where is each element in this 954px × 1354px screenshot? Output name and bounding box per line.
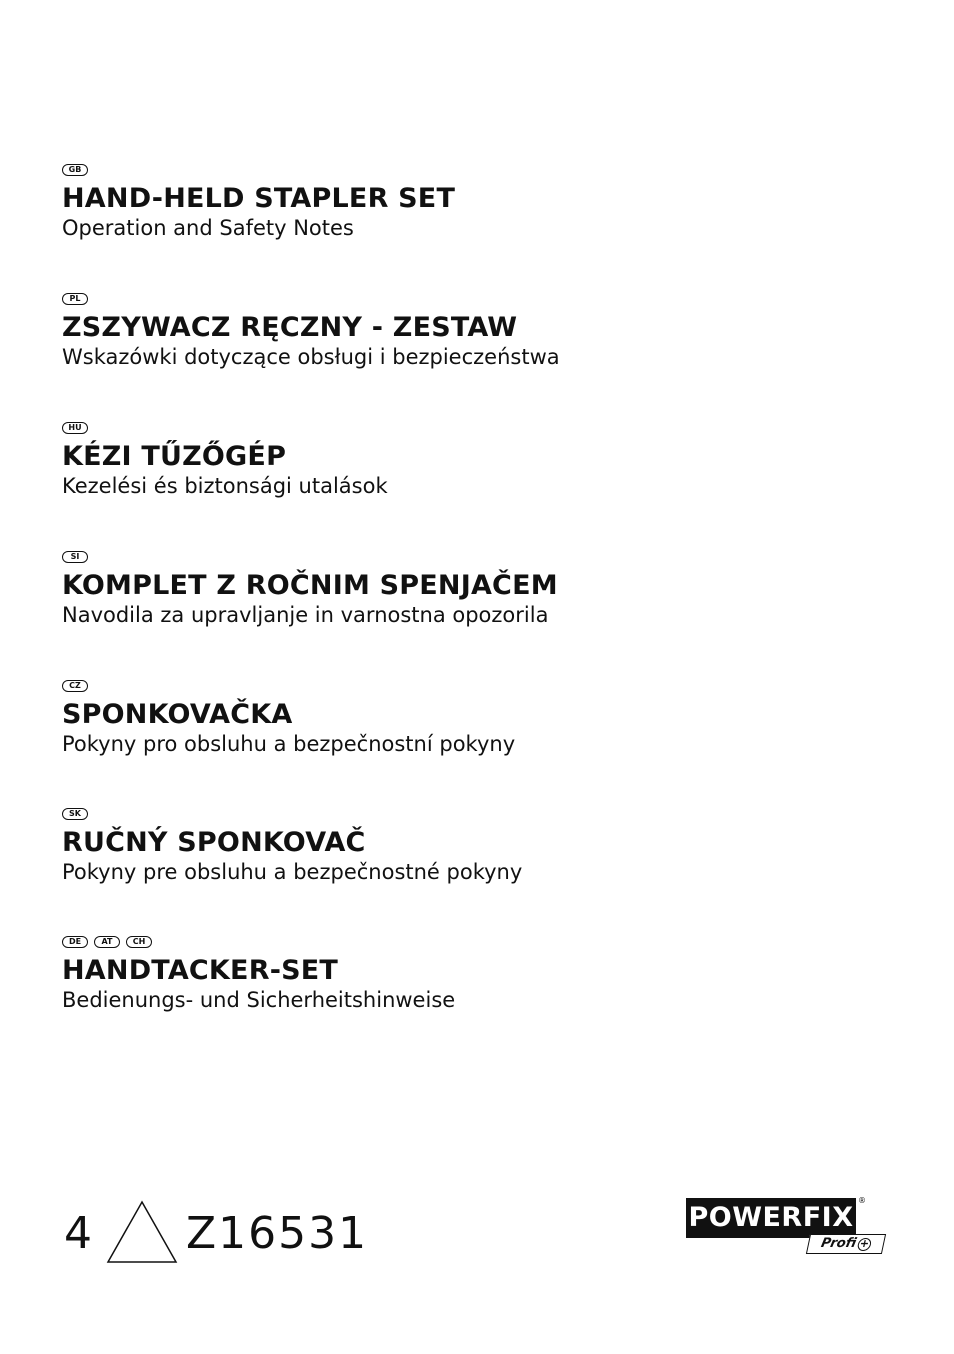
country-badge: AT	[94, 936, 120, 948]
product-code: Z16531	[186, 1208, 369, 1259]
country-badge: SI	[62, 551, 88, 563]
language-section-pl	[62, 291, 560, 370]
product-title: HANDTACKER-SET	[62, 955, 339, 986]
brand-logo	[686, 1198, 886, 1258]
country-badges	[62, 420, 388, 436]
product-subtitle: Pokyny pro obsluhu a bezpečnostní pokyny	[62, 732, 516, 756]
country-badges	[62, 162, 455, 178]
product-title: HAND-HELD STAPLER SET	[62, 183, 456, 214]
country-badges	[62, 678, 515, 694]
brand-sub-label: Profi	[819, 1236, 858, 1251]
country-badges	[62, 806, 522, 822]
product-subtitle: Navodila za upravljanje in varnostna opozorila	[62, 603, 549, 627]
language-section-sk	[62, 806, 522, 885]
country-badge: SK	[62, 808, 88, 820]
brand-name: POWERFIX	[686, 1198, 856, 1238]
country-badge: CZ	[62, 680, 88, 692]
triangle-icon	[106, 1200, 178, 1264]
brand-subline	[806, 1234, 886, 1254]
country-badges	[62, 934, 455, 950]
country-badge: GB	[62, 164, 88, 176]
product-code-line	[64, 1192, 368, 1264]
country-badge: CH	[126, 936, 152, 948]
product-subtitle: Kezelési és biztonsági utalások	[62, 474, 388, 498]
language-section-si	[62, 549, 558, 628]
registered-mark: ®	[858, 1196, 866, 1205]
country-badges	[62, 549, 558, 565]
product-title: SPONKOVAČKA	[62, 699, 293, 730]
country-badges	[62, 291, 560, 307]
language-section-hu	[62, 420, 388, 499]
product-subtitle: Wskazówki dotyczące obsługi i bezpieczeństwa	[62, 345, 560, 369]
language-section-de	[62, 934, 455, 1013]
product-title: KÉZI TŰZŐGÉP	[62, 441, 287, 472]
country-badge: DE	[62, 936, 88, 948]
product-subtitle: Bedienungs- und Sicherheitshinweise	[62, 988, 456, 1012]
product-subtitle: Pokyny pre obsluhu a bezpečnostné pokyny	[62, 860, 523, 884]
language-section-cz	[62, 678, 515, 757]
language-section-gb	[62, 162, 455, 241]
page-number: 4	[64, 1208, 94, 1259]
product-subtitle: Operation and Safety Notes	[62, 216, 354, 240]
product-title: KOMPLET Z ROČNIM SPENJAČEM	[62, 570, 558, 601]
country-badge: HU	[62, 422, 88, 434]
country-badge: PL	[62, 293, 88, 305]
product-title: ZSZYWACZ RĘCZNY - ZESTAW	[62, 312, 518, 343]
plus-icon: +	[856, 1238, 872, 1251]
product-title: RUČNÝ SPONKOVAČ	[62, 827, 366, 858]
